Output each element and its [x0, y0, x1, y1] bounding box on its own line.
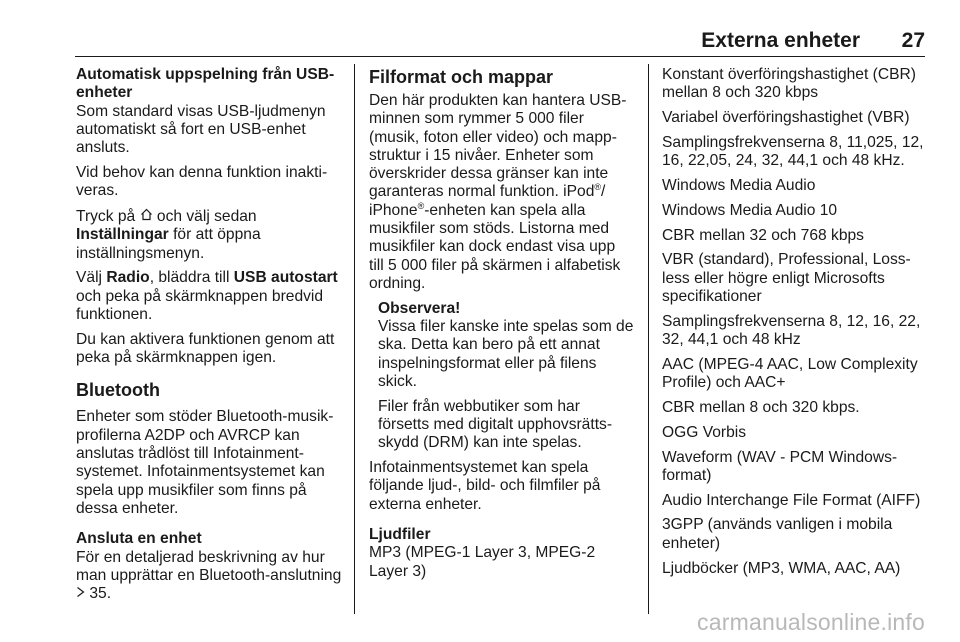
- note-paragraph: Vissa filer kanske inte spelas som de ska. Detta kan bero på ett annat inspelningsformat eller på filens skick.: [378, 318, 634, 390]
- column-divider-2: [648, 64, 649, 614]
- audio-format-item: OGG Vorbis: [662, 423, 747, 441]
- audio-files-heading: Ljudfiler: [369, 526, 431, 544]
- audio-format-item: Ljudböcker (MP3, WMA, AAC, AA): [662, 559, 901, 577]
- connect-device-paragraph: [76, 549, 344, 604]
- watermark: carmanualsonline.info: [697, 609, 925, 635]
- autoplay-heading: Automatisk uppspelning från USB-enheter: [76, 66, 335, 102]
- note-title: Observera!: [378, 299, 461, 317]
- deactivate-paragraph: Vid behov kan denna funktion inaktiveras.: [76, 163, 328, 200]
- file-formats-heading: Filformat och mappar: [369, 67, 554, 87]
- audio-format-item: Variabel överföringshastighet (VBR): [662, 109, 910, 127]
- text-segment: -enheten kan spela alla musikfiler som stöds. Listorna med musikfiler kan dock endast visa upp till 5 000 filer på skärmen i alfabetisk ordning.: [369, 201, 621, 292]
- audio-format-item: CBR mellan 8 och 320 kbps.: [662, 398, 860, 416]
- column-2: [369, 66, 634, 587]
- audio-format-item: Audio Interchange File Format (AIFF): [662, 491, 921, 509]
- text-segment: Den här produkten kan hantera USB-minnen som rymmer 5 000 filer (musik, foton eller video) och mappstruktur i 15 nivåer. Enheter som överskrider dessa gränser kan inte garanteras normal funktion. iPod: [369, 92, 627, 201]
- audio-format-item: Windows Media Audio 10: [662, 201, 838, 219]
- usb-autostart-paragraph: [76, 269, 344, 324]
- reference-arrow-icon: [76, 585, 85, 602]
- header-divider: [75, 56, 925, 57]
- audio-format-item: AAC (MPEG-4 AAC, Low Complexity Profile) och AAC+: [662, 355, 918, 392]
- connect-device-heading: Ansluta en enhet: [76, 530, 202, 548]
- supported-files-paragraph: Infotainmentsystemet kan spela följande ljud-, bild- och filmfiler på externa enheter.: [369, 459, 601, 513]
- page-number: 27: [901, 29, 925, 52]
- audio-format-item: VBR (standard), Professional, Lossless eller högre enligt Microsofts specifikationer: [662, 251, 911, 305]
- text-segment: Tryck på: [76, 208, 136, 226]
- audio-format-item: 3GPP (används vanligen i mobila enheter): [662, 516, 893, 552]
- radio-label: Radio: [106, 269, 150, 287]
- text-segment: Välj: [76, 269, 103, 287]
- column-1: [76, 66, 344, 610]
- registered-mark: ®: [594, 182, 602, 193]
- text-segment: , bläddra till: [149, 269, 230, 287]
- text-segment: för att öppna inställningsmenyn.: [76, 226, 261, 262]
- audio-format-item: Waveform (WAV - PCM Windows-format): [662, 448, 898, 484]
- usb-capacity-paragraph: [369, 92, 634, 293]
- page-title: Externa enheter: [701, 29, 860, 52]
- autoplay-paragraph: Som standard visas USB-ljudmenyn automatiskt så fort en USB-enhet ansluts.: [76, 102, 326, 157]
- text-segment: För en detaljerad beskrivning av hur man upprättar en Bluetooth-anslutning: [76, 548, 342, 584]
- column-3: [662, 66, 930, 584]
- settings-paragraph: [76, 207, 344, 263]
- column-divider-1: [354, 64, 355, 614]
- text-segment: / iPhone: [369, 183, 606, 219]
- audio-format-item: Konstant överföringshastighet (CBR) mellan 8 och 320 kbps: [662, 66, 916, 102]
- text-segment: och välj sedan: [156, 208, 257, 226]
- settings-label: Inställningar: [76, 226, 169, 244]
- home-icon: [140, 207, 153, 225]
- note-box: [369, 300, 634, 453]
- page-header: [0, 0, 960, 60]
- audio-format-item: Samplingsfrekvenserna 8, 11,025, 12, 16, 22,05, 24, 32, 44,1 och 48 kHz.: [662, 133, 924, 170]
- usb-autostart-label: USB autostart: [233, 269, 338, 287]
- registered-mark: ®: [417, 200, 425, 211]
- audio-format-item: CBR mellan 32 och 768 kbps: [662, 226, 864, 244]
- bluetooth-paragraph: Enheter som stöder Bluetooth-musikprofilerna A2DP och AVRCP kan anslutas trådlöst till Infotainmentsystemet. Infotainmentsystemet kan spela upp musikfiler som finns på dessa enheter.: [76, 408, 334, 517]
- reactivate-paragraph: Du kan aktivera funktionen genom att peka på skärmknappen igen.: [76, 330, 335, 367]
- note-paragraph: Filer från webbutiker som har försetts med digitalt upphovsrättsskydd (DRM) kan inte spelas.: [378, 397, 613, 452]
- audio-format-item: Windows Media Audio: [662, 176, 816, 194]
- audio-format-item: MP3 (MPEG-1 Layer 3, MPEG-2 Layer 3): [369, 544, 596, 580]
- page-reference: 35.: [89, 585, 112, 603]
- bluetooth-heading: Bluetooth: [76, 380, 160, 401]
- text-segment: och peka på skärmknappen bredvid funktionen.: [76, 287, 324, 324]
- audio-format-item: Samplingsfrekvenserna 8, 12, 16, 22, 32, 44,1 och 48 kHz: [662, 312, 921, 349]
